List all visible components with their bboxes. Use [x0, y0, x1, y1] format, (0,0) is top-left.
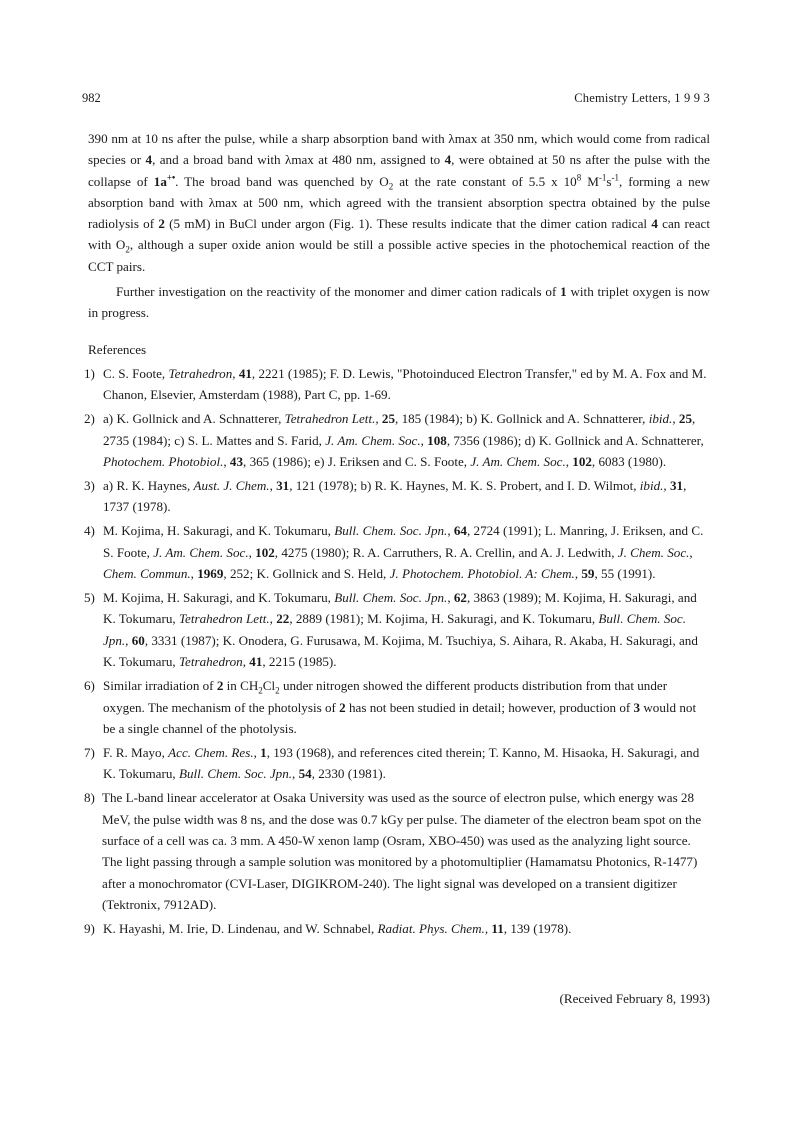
paragraph-1: 390 nm at 10 ns after the pulse, while a sharp absorption band with λmax at 350 nm, which would come from radical species or 4, and a broad band with λmax at 480 nm, assigned to 4, were obtained at 50 ns after the pulse with the collapse of 1a+•. The broad band was quenched by $O_2$ at the rate constant of 5.5 x $10^8$ $M^{-1}s^{-1}$, forming a new absorption band with λmax at 500 nm, which agreed with the transient absorption spectra obtained by the pulse radiolysis of 2 (5 mM) in BuCl under argon (Fig. 1). These results indicate that the dimer cation radical 4 can react with $O_2$, although a super oxide anion would be still a possible active species in the photochemical reaction of the CCT pairs. — [88, 131, 710, 274]
reference-7: 7) F. R. Mayo, Acc. Chem. Res., 1, 193 (1968), and references cited therein; T. Kanno, M. Hisaoka, H. Sakuragi, and K. Tokumaru, Bull. Chem. Soc. Jpn., 54, 2330 (1981). — [84, 744, 700, 782]
references-list — [84, 363, 710, 942]
reference-9: 9) K. Hayashi, M. Irie, D. Lindenau, and W. Schnabel, Radiat. Phys. Chem., 11, 139 (1978). — [84, 921, 572, 937]
reference-4: 4) M. Kojima, H. Sakuragi, and K. Tokumaru, Bull. Chem. Soc. Jpn., 64, 2724 (1991); L. Manring, J. Eriksen, and C. S. Foote, J. Am. Chem. Soc., 102, 4275 (1980); R. A. Carruthers, R. A. Crellin, and A. J. Ledwith, J. Chem. Soc., Chem. Commun., 1969, 252; K. Gollnick and S. Held, J. Photochem. Photobiol. A: Chem., 59, 55 (1991). — [84, 523, 704, 582]
reference-2: 2) a) K. Gollnick and A. Schnatterer, Tetrahedron Lett., 25, 185 (1984); b) K. Gollnick and A. Schnatterer, ibid., 25, 2735 (1984); c) S. L. Mattes and S. Farid, J. Am. Chem. Soc., 108, 7356 (1986); d) K. Gollnick and A. Schnatterer, Photochem. Photobiol., 43, 365 (1986); e) J. Eriksen and C. S. Foote, J. Am. Chem. Soc., 102, 6083 (1980). — [84, 411, 704, 470]
reference-3: 3) a) R. K. Haynes, Aust. J. Chem., 31, 121 (1978); b) R. K. Haynes, M. K. S. Probert, and I. D. Wilmot, ibid., 31, 1737 (1978). — [84, 478, 687, 515]
reference-8: 8) The L-band linear accelerator at Osaka University was used as the source of electron pulse, which energy was 28 MeV, the pulse width was 8 ns, and the dose was 0.7 kGy per pulse. The diameter of the electron beam spot on the surface of a cell was ca. 3 mm. A 450-W xenon lamp (Osram, XBO-450) was used as the analyzing light source. The light passing through a sample solution was monitored by a photomultiplier (Hamamatsu Photonics, R-1477) after a monochromator (CVI-Laser, DIGIKROM-240). The light signal was developed on a transient digitizer (Tektronix, 7912AD). — [84, 790, 702, 913]
reference-1: 1) C. S. Foote, Tetrahedron, 41, 2221 (1985); F. D. Lewis, "Photoinduced Electron Transfer," ed by M. A. Fox and M. Chanon, Elsevier, Amsterdam (1988), Part C, pp. 1-69. — [84, 366, 707, 403]
page-number: 982 — [82, 91, 101, 105]
reference-5: 5) M. Kojima, H. Sakuragi, and K. Tokumaru, Bull. Chem. Soc. Jpn., 62, 3863 (1989); M. Kojima, H. Sakuragi, and K. Tokumaru, Tetrahedron Lett., 22, 2889 (1981); M. Kojima, H. Sakuragi, and K. Tokumaru, Bull. Chem. Soc. Jpn., 60, 3331 (1987); K. Onodera, G. Furusawa, M. Kojima, M. Tsuchiya, S. Aihara, R. Akaba, H. Sakuragi, and K. Tokumaru, Tetrahedron, 41, 2215 (1985). — [84, 590, 698, 670]
received-date: (Received February 8, 1993) — [559, 991, 710, 1006]
paragraph-2: Further investigation on the reactivity of the monomer and dimer cation radicals of 1 with triplet oxygen is now in progress. — [88, 284, 710, 321]
journal-name: Chemistry Letters, 1 9 9 3 — [574, 91, 710, 105]
references-heading: References — [88, 342, 147, 357]
body-text — [88, 128, 710, 324]
reference-6: 6) Similar irradiation of 2 in $CH_2Cl_2$ under nitrogen showed the different products distribution from that under oxygen. The mechanism of the photolysis of 2 has not been studied in detail; however, production of 3 would not be a single channel of the photolysis. — [84, 678, 697, 736]
page-header — [82, 91, 710, 107]
